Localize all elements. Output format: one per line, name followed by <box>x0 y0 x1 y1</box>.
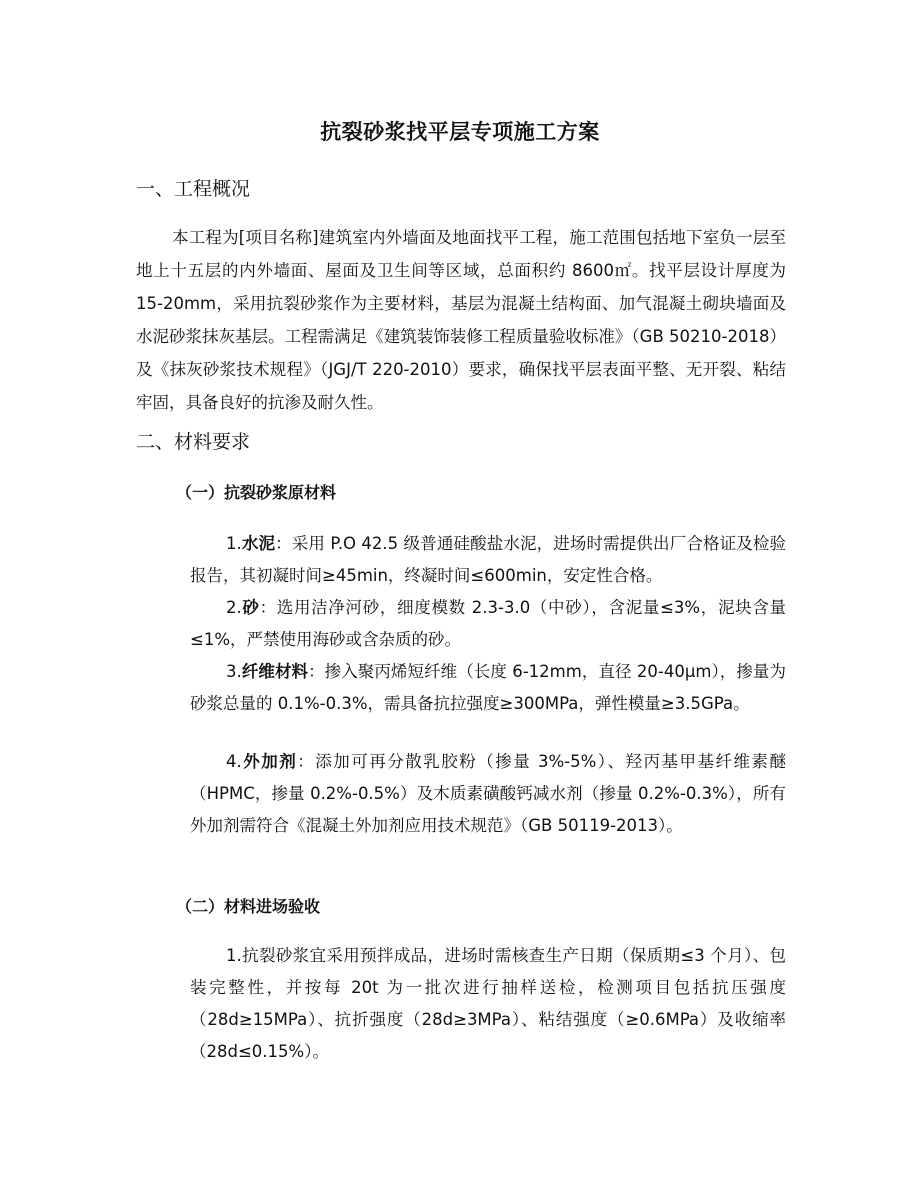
item-text: ：选用洁净河砂，细度模数 2.3-3.0（中砂），含泥量≤3%，泥块含量≤1%，严禁使用海砂或含杂质的砂。 <box>190 598 787 649</box>
item-number: 2. <box>226 598 242 617</box>
item-text: ：掺入聚丙烯短纤维（长度 6-12mm，直径 20-40μm），掺量为砂浆总量的 0.1%-0.3%，需具备抗拉强度≥300MPa，弹性模量≥3.5GPa。 <box>190 662 786 713</box>
item-text: ：添加可再分散乳胶粉（掺量 3%-5%）、羟丙基甲基纤维素醚（HPMC，掺量 0.2%-0.5%）及木质素磺酸钙减水剂（掺量 0.2%-0.3%），所有外加剂需符合《混凝土外加剂应用技术规范》（GB 50119-2013）。 <box>190 752 786 835</box>
section-heading-overview: 一、工程概况 <box>136 178 251 200</box>
item-number: 1. <box>226 534 242 553</box>
list-item-sand <box>190 592 786 656</box>
list-item-admixture <box>190 746 786 842</box>
list-item-fiber <box>190 656 786 720</box>
section-heading-materials: 二、材料要求 <box>136 431 251 453</box>
overview-paragraph: 本工程为[项目名称]建筑室内外墙面及地面找平工程，施工范围包括地下室负一层至地上十五层的内外墙面、屋面及卫生间等区域，总面积约 8600㎡。找平层设计厚度为 15-20mm，采用抗裂砂浆作为主要材料，基层为混凝土结构面、加气混凝土砌块墙面及水泥砂浆抹灰基层。工程需满足《建筑装饰装修工程质量验收标准》（GB 50210-2018）及《抹灰砂浆技术规程》（JGJ/T 220-2010）要求，确保找平层表面平整、无开裂、粘结牢固，具备良好的抗渗及耐久性。 <box>136 228 786 412</box>
item-keyword: 水泥 <box>241 534 276 553</box>
item-keyword: 纤维材料 <box>241 662 309 681</box>
list-item-acceptance <box>190 940 786 1068</box>
item-number: 4. <box>226 752 242 771</box>
item-keyword: 外加剂 <box>241 752 298 771</box>
item-text: ：采用 P.O 42.5 级普通硅酸盐水泥，进场时需提供出厂合格证及检验报告，其初凝时间≥45min，终凝时间≤600min，安定性合格。 <box>190 534 786 585</box>
item-keyword: 砂 <box>241 598 260 617</box>
subsection-heading-acceptance: （二）材料进场验收 <box>176 897 321 916</box>
list-item-cement <box>190 528 786 592</box>
subsection-heading-raw-materials: （一）抗裂砂浆原材料 <box>176 483 337 502</box>
document-title: 抗裂砂浆找平层专项施工方案 <box>320 120 600 144</box>
item-text: 抗裂砂浆宜采用预拌成品，进场时需核查生产日期（保质期≤3 个月）、包装完整性，并按每 20t 为一批次进行抽样送检，检测项目包括抗压强度（28d≥15MPa）、抗折强度（28d≥3MPa）、粘结强度（≥0.6MPa）及收缩率（28d≤0.15%）。 <box>190 946 786 1061</box>
item-number: 1. <box>226 946 242 965</box>
item-number: 3. <box>226 662 242 681</box>
